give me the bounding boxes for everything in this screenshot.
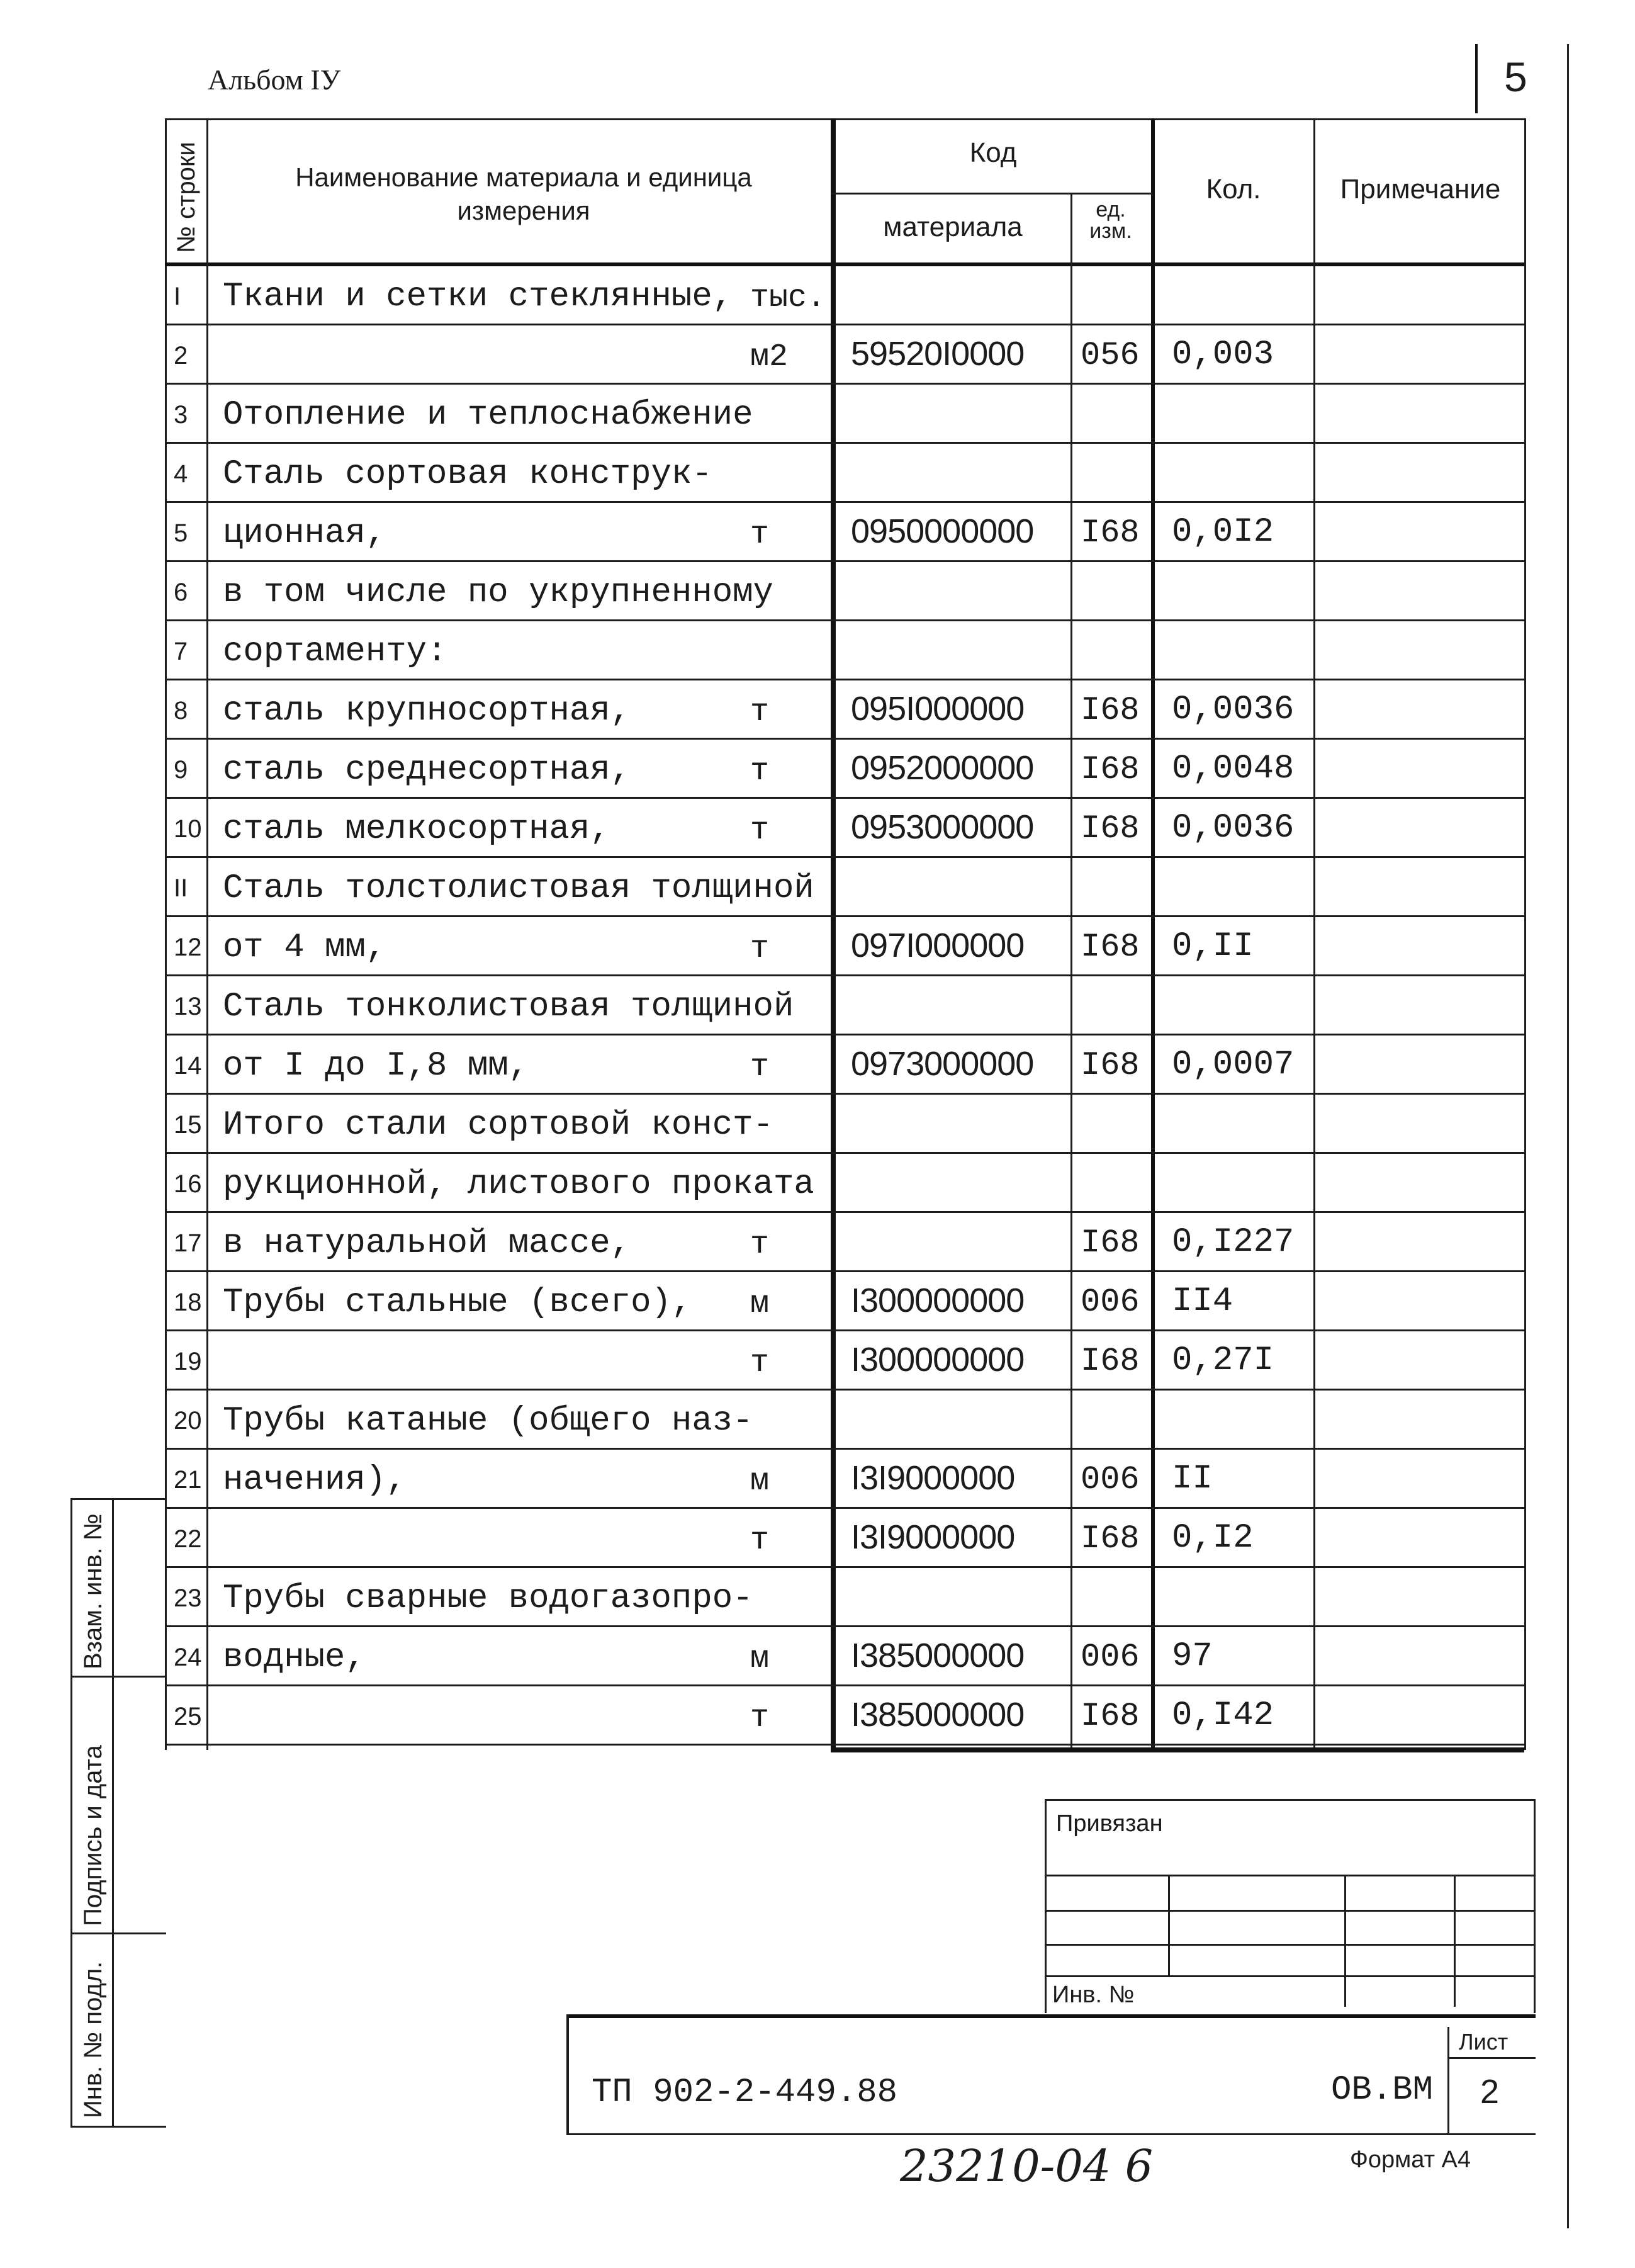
linked-sep-4 bbox=[1045, 1975, 1536, 1977]
row-name: Сталь толстолистовая толщиной bbox=[223, 869, 814, 908]
row-qty: 0,I227 bbox=[1172, 1223, 1295, 1261]
row-name: сталь мелкосортная, bbox=[223, 810, 610, 849]
row-material-code: 0973000000 bbox=[851, 1045, 1034, 1083]
row-divider bbox=[165, 1684, 1524, 1686]
row-name: рукционной, листового проката bbox=[223, 1165, 814, 1204]
row-no: 5 bbox=[174, 519, 188, 547]
linked-right bbox=[1534, 1799, 1536, 2013]
col-sep-name bbox=[831, 118, 836, 1750]
row-qty: 0,II bbox=[1172, 927, 1254, 966]
row-no: 6 bbox=[174, 578, 188, 606]
title-block-left bbox=[566, 2014, 569, 2135]
row-material-code: 0952000000 bbox=[851, 749, 1034, 787]
row-qty: II bbox=[1172, 1460, 1213, 1498]
side-stamp-top bbox=[70, 1498, 166, 1500]
side-stamp-mid-border bbox=[112, 1498, 114, 2128]
row-divider bbox=[165, 1034, 1524, 1035]
row-material-code: I385000000 bbox=[851, 1696, 1025, 1734]
row-unit: т bbox=[750, 1227, 770, 1263]
row-divider bbox=[165, 1389, 1524, 1391]
row-qty: II4 bbox=[1172, 1282, 1233, 1321]
row-name: Трубы катаные (общего наз- bbox=[223, 1402, 753, 1440]
row-divider bbox=[165, 1507, 1524, 1509]
row-divider bbox=[165, 324, 1524, 325]
row-no: II bbox=[174, 874, 188, 902]
row-unit: т bbox=[750, 1345, 770, 1381]
header-name: Наименование материала и единица измерения bbox=[295, 162, 752, 225]
title-block-sheet-label-sep bbox=[1447, 2057, 1536, 2059]
row-qty: 0,0036 bbox=[1172, 691, 1295, 729]
row-divider bbox=[165, 797, 1524, 799]
row-divider bbox=[165, 974, 1524, 976]
title-block-top bbox=[566, 2014, 1536, 2018]
row-divider bbox=[165, 738, 1524, 740]
row-no: 14 bbox=[174, 1052, 202, 1080]
row-name: Ткани и сетки стеклянные, bbox=[223, 278, 733, 316]
side-stamp-sep-2 bbox=[70, 1932, 166, 1934]
row-unit-code: 006 bbox=[1081, 1639, 1140, 1676]
row-no: 4 bbox=[174, 460, 188, 488]
linked-col-2 bbox=[1344, 1875, 1346, 2007]
row-qty: 0,27I bbox=[1172, 1341, 1274, 1380]
table-top-border bbox=[165, 118, 1524, 120]
linked-sep-1 bbox=[1045, 1875, 1536, 1876]
row-no: 20 bbox=[174, 1407, 202, 1435]
row-unit: т bbox=[750, 694, 770, 730]
row-divider bbox=[165, 1152, 1524, 1154]
row-unit-code: I68 bbox=[1081, 1047, 1140, 1084]
row-material-code: I300000000 bbox=[851, 1341, 1025, 1379]
row-unit: м bbox=[750, 1641, 770, 1677]
row-name: начения), bbox=[223, 1461, 407, 1499]
row-unit-code: I68 bbox=[1081, 1520, 1140, 1557]
row-material-code: I385000000 bbox=[851, 1637, 1025, 1674]
row-divider bbox=[165, 442, 1524, 444]
row-no: 10 bbox=[174, 815, 202, 843]
row-unit-code: I68 bbox=[1081, 1698, 1140, 1735]
row-unit-code: 056 bbox=[1081, 337, 1140, 374]
row-no: 16 bbox=[174, 1170, 202, 1198]
row-divider bbox=[165, 501, 1524, 503]
header-unit-code: ед. изм. bbox=[1089, 198, 1132, 243]
page-number-divider bbox=[1475, 44, 1478, 113]
col-sep-qty bbox=[1313, 118, 1315, 1750]
side-inv-podl: Инв. № подл. bbox=[79, 1961, 107, 2118]
row-no: 12 bbox=[174, 934, 202, 961]
row-no: 15 bbox=[174, 1111, 202, 1139]
row-unit-code: 006 bbox=[1081, 1284, 1140, 1321]
side-stamp-sep-1 bbox=[70, 1676, 166, 1678]
row-unit: м bbox=[750, 1464, 770, 1499]
row-divider bbox=[165, 1093, 1524, 1095]
row-unit: тыс. bbox=[750, 280, 826, 316]
handwritten-number: 23210-04 6 bbox=[900, 2140, 1154, 2192]
row-unit-code: I68 bbox=[1081, 751, 1140, 788]
row-name: от 4 мм, bbox=[223, 928, 386, 967]
row-divider bbox=[165, 383, 1524, 385]
format-label: Формат А4 bbox=[1350, 2147, 1471, 2173]
header-material-code: материала bbox=[883, 212, 1023, 242]
row-unit: т bbox=[750, 931, 770, 967]
row-no: 17 bbox=[174, 1229, 202, 1257]
row-qty: 0,I2 bbox=[1172, 1519, 1254, 1557]
row-unit-code: I68 bbox=[1081, 810, 1140, 847]
row-no: 8 bbox=[174, 697, 188, 725]
linked-col-3 bbox=[1454, 1875, 1456, 2007]
row-material-code: I3I9000000 bbox=[851, 1459, 1015, 1497]
row-unit-code: I68 bbox=[1081, 928, 1140, 966]
row-divider bbox=[165, 1329, 1524, 1331]
row-no: 24 bbox=[174, 1644, 202, 1671]
header-qty: Кол. bbox=[1206, 174, 1261, 205]
row-no: 21 bbox=[174, 1466, 202, 1494]
row-unit-code: 006 bbox=[1081, 1461, 1140, 1498]
table-bottom-border bbox=[831, 1747, 1524, 1752]
row-divider bbox=[165, 1448, 1524, 1450]
row-divider bbox=[165, 1270, 1524, 1272]
row-unit: т bbox=[750, 1700, 770, 1736]
row-name: Трубы стальные (всего), bbox=[223, 1284, 692, 1322]
row-name: водные, bbox=[223, 1639, 366, 1677]
materials-table bbox=[165, 118, 1536, 1750]
row-qty: 0,0048 bbox=[1172, 750, 1295, 788]
row-unit: м bbox=[750, 1286, 770, 1322]
row-divider bbox=[165, 1211, 1524, 1213]
linked-col-1 bbox=[1168, 1875, 1170, 1975]
row-unit-code: I68 bbox=[1081, 514, 1140, 551]
row-no: 13 bbox=[174, 993, 202, 1020]
row-name: Сталь тонколистовая толщиной bbox=[223, 988, 794, 1026]
row-name: Трубы сварные водогазопро- bbox=[223, 1579, 753, 1618]
row-name: в том числе по укрупненному bbox=[223, 573, 773, 612]
row-divider bbox=[165, 1566, 1524, 1568]
row-qty: 0,003 bbox=[1172, 336, 1274, 374]
row-unit-code: I68 bbox=[1081, 692, 1140, 729]
row-qty: 0,0036 bbox=[1172, 809, 1295, 847]
row-divider bbox=[165, 1744, 1524, 1746]
linked-stamp bbox=[1045, 1799, 1536, 2013]
row-no: 2 bbox=[174, 342, 188, 370]
row-unit: т bbox=[750, 1523, 770, 1559]
row-name: ционная, bbox=[223, 514, 386, 553]
row-no: 23 bbox=[174, 1584, 202, 1612]
linked-sep-3 bbox=[1045, 1944, 1536, 1946]
header-row-no: № строки bbox=[172, 142, 200, 253]
row-no: I bbox=[174, 283, 181, 310]
side-vzam-inv: Взам. инв. № bbox=[79, 1513, 107, 1669]
row-no: 9 bbox=[174, 756, 188, 784]
linked-sep-2 bbox=[1045, 1910, 1536, 1912]
title-block bbox=[566, 2014, 1536, 2135]
row-divider bbox=[165, 856, 1524, 858]
row-material-code: I300000000 bbox=[851, 1282, 1025, 1319]
linked-top bbox=[1045, 1799, 1536, 1801]
doc-number: ТП 902-2-449.88 bbox=[592, 2073, 898, 2112]
row-no: 25 bbox=[174, 1703, 202, 1730]
row-material-code: 095I000000 bbox=[851, 690, 1025, 728]
row-name: сталь крупносортная, bbox=[223, 692, 631, 730]
row-qty: 0,I42 bbox=[1172, 1696, 1274, 1735]
row-name: Отопление и теплоснабжение bbox=[223, 396, 753, 434]
row-unit: т bbox=[750, 753, 770, 789]
row-unit-code: I68 bbox=[1081, 1343, 1140, 1380]
sheet-label: Лист bbox=[1459, 2029, 1509, 2055]
row-qty: 0,0007 bbox=[1172, 1046, 1295, 1084]
sheet-value: 2 bbox=[1480, 2073, 1500, 2111]
side-stamp bbox=[70, 1498, 166, 2128]
row-material-code: 0953000000 bbox=[851, 808, 1034, 846]
row-name: в натуральной массе, bbox=[223, 1224, 631, 1263]
row-qty: 0,0I2 bbox=[1172, 513, 1274, 551]
linked-left bbox=[1045, 1799, 1047, 2013]
row-divider bbox=[165, 679, 1524, 680]
row-qty: 97 bbox=[1172, 1637, 1213, 1676]
row-divider bbox=[165, 1625, 1524, 1627]
title-block-bottom bbox=[566, 2133, 1536, 2135]
header-code: Код bbox=[969, 137, 1017, 168]
col-sep-rowno bbox=[206, 118, 208, 1750]
row-no: 7 bbox=[174, 638, 188, 665]
row-no: 18 bbox=[174, 1289, 202, 1316]
doc-code: ОВ.ВМ bbox=[1331, 2071, 1434, 2109]
row-divider bbox=[165, 560, 1524, 562]
code-group-divider bbox=[831, 193, 1153, 195]
side-stamp-bottom bbox=[70, 2126, 166, 2128]
table-right-border bbox=[1524, 118, 1526, 1750]
row-material-code: 0950000000 bbox=[851, 512, 1034, 550]
row-material-code: I3I9000000 bbox=[851, 1518, 1015, 1556]
row-divider bbox=[165, 619, 1524, 621]
row-name: Итого стали сортовой конст- bbox=[223, 1106, 773, 1144]
col-sep-unit-code bbox=[1151, 118, 1155, 1750]
page-number: 5 bbox=[1504, 54, 1527, 100]
album-label: Альбом IУ bbox=[208, 64, 341, 96]
row-divider bbox=[165, 915, 1524, 917]
row-name: сортаменту: bbox=[223, 633, 447, 671]
row-unit: м2 bbox=[750, 339, 789, 375]
side-signature-date: Подпись и дата bbox=[79, 1745, 107, 1926]
row-unit: т bbox=[750, 1049, 770, 1085]
inv-no-label: Инв. № bbox=[1052, 1982, 1135, 2008]
row-material-code: 59520I0000 bbox=[851, 335, 1025, 373]
row-name: от I до I,8 мм, bbox=[223, 1047, 529, 1085]
row-unit: т bbox=[750, 517, 770, 553]
header-note: Примечание bbox=[1340, 174, 1501, 205]
linked-label: Привязан bbox=[1056, 1810, 1163, 1837]
row-no: 22 bbox=[174, 1525, 202, 1553]
row-name: Сталь сортовая конструк- bbox=[223, 455, 712, 494]
row-unit: т bbox=[750, 813, 770, 849]
row-material-code: 097I000000 bbox=[851, 927, 1025, 964]
col-sep-material-code bbox=[1070, 193, 1072, 1750]
row-no: 3 bbox=[174, 401, 188, 429]
title-block-sheet-sep bbox=[1447, 2027, 1449, 2135]
side-stamp-left-border bbox=[70, 1498, 72, 2128]
header-bottom-border bbox=[165, 262, 1524, 266]
row-no: 19 bbox=[174, 1348, 202, 1375]
row-unit-code: I68 bbox=[1081, 1224, 1140, 1261]
right-border-line bbox=[1567, 44, 1569, 2228]
row-name: сталь среднесортная, bbox=[223, 751, 631, 789]
